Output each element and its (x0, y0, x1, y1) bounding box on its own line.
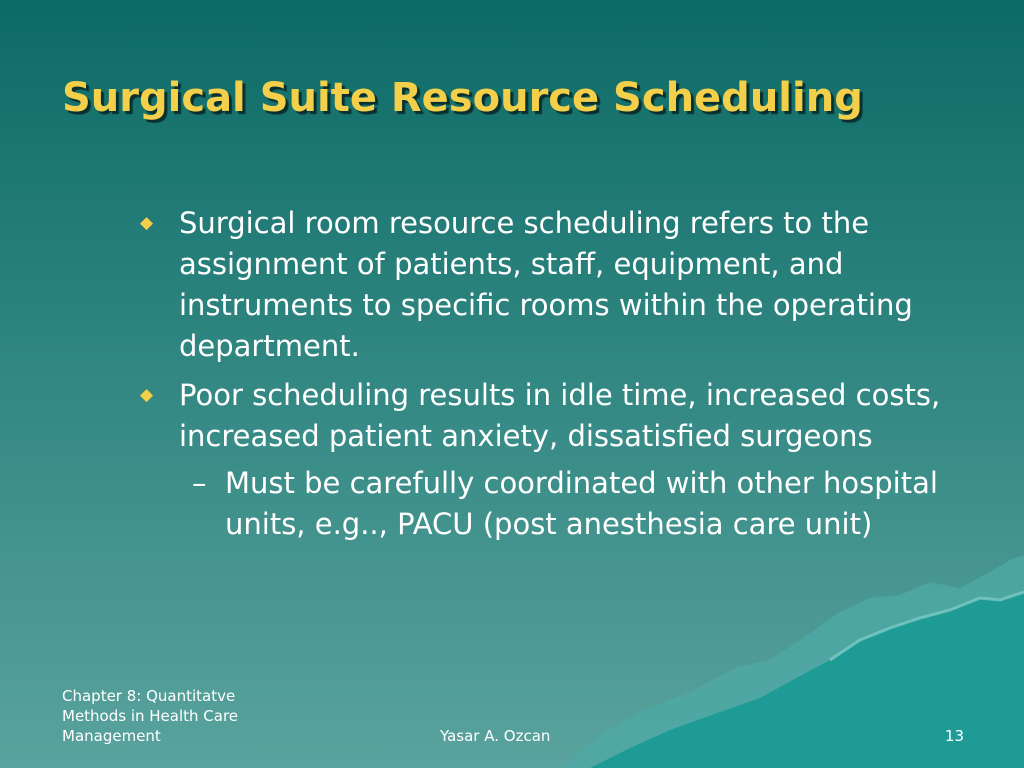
slide-body (140, 203, 980, 545)
slide-title: Surgical Suite Resource Scheduling (62, 75, 863, 121)
diamond-bullet-icon: ◆ (140, 385, 154, 405)
page-number: 13 (944, 727, 964, 745)
sub-bullet-item (140, 463, 980, 545)
sub-bullet-text: Must be carefully coordinated with other hospital units, e.g.., PACU (post anesthesia care unit) (225, 466, 938, 541)
diamond-bullet-icon: ◆ (140, 213, 154, 233)
bullet-text: Surgical room resource scheduling refers to the assignment of patients, staff, equipment, and instruments to specific rooms within the operating department. (179, 206, 913, 363)
bullet-item (140, 375, 980, 457)
footer-chapter-line: Methods in Health Care (62, 707, 239, 725)
footer-author: Yasar A. Ozcan (440, 727, 551, 745)
bullet-item (140, 203, 980, 367)
footer-chapter-line: Chapter 8: Quantitatve (62, 687, 236, 705)
dash-bullet-icon: – (192, 466, 207, 500)
bullet-text: Poor scheduling results in idle time, increased costs, increased patient anxiety, dissatisfied surgeons (179, 378, 941, 453)
footer-chapter-line: Management (62, 727, 161, 745)
footer-chapter (62, 686, 302, 746)
